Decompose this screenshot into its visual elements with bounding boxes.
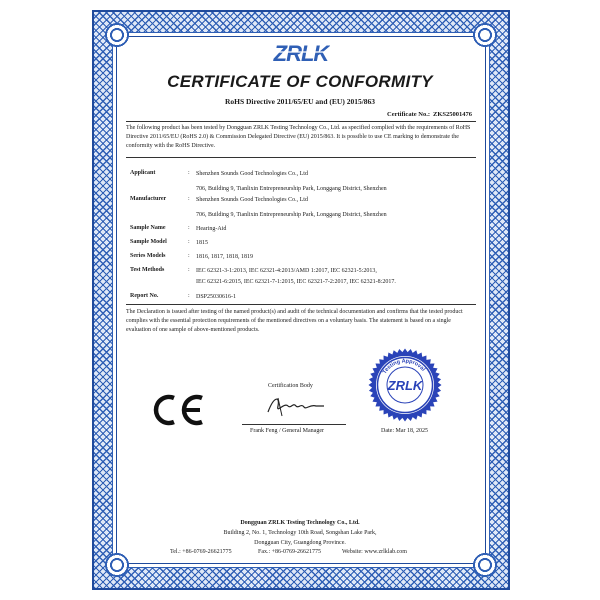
signer-name: Frank Feng / General Manager [250,428,324,434]
colon: : [188,196,190,202]
certificate-number-value: ZKS25001476 [432,111,472,118]
directive-subtitle: RoHS Directive 2011/65/EU and (EU) 2015/863 [224,97,376,106]
colon: : [188,225,190,231]
applicant-name: Shenzhen Sounds Good Technologies Co., Ltd [196,171,308,177]
report-no-value: DSP25030616-1 [196,294,237,300]
divider [126,121,476,122]
signature-line [242,424,346,425]
zrlk-logo [272,40,330,66]
footer-company: Dongguan ZRLK Testing Technology Co., Ltd. [240,520,360,526]
applicant-address: 706, Building 9, Tianlixin Entrepreneurship Park, Longgang District, Shenzhen [196,186,387,192]
declaration-paragraph: The Declaration is issued after testing of the named product(s) and audit of the technical documentation and confirms that the tested product complies with the essential protection requirements of the mentioned directives on a voluntary basis. The statement is based on a single evaluation of one sample of above-mentioned products. [126,309,463,333]
series-models-label: Series Models [130,253,166,259]
sample-model-value: 1815 [196,240,208,246]
certificate-title: CERTIFICATE OF CONFORMITY [167,72,433,91]
applicant-label: Applicant [130,170,156,176]
official-seal-icon [368,348,442,422]
series-models-value: 1816, 1817, 1818, 1819 [196,254,253,260]
divider [126,304,476,305]
sample-model-label: Sample Model [130,239,167,245]
ce-mark-icon [150,390,210,430]
divider [126,157,476,158]
manufacturer-label: Manufacturer [130,196,167,202]
footer-tel: Tel.: +86-0769-26621775 [170,549,232,555]
colon: : [188,170,190,176]
footer-address-line: Dongguan City, Guangdong Province. [254,540,346,546]
intro-paragraph: The following product has been tested by Dongguan ZRLK Testing Technology Co., Ltd. as specified complied with the requirements of RoHS Directive 2011/65/EU (RoHS 2.0) & Commission Delegated Directive (EU) 2015/863. It is possible to use CE marking to demonstrate the conformity with the RoHS Directive. [126,125,471,149]
sample-name-label: Sample Name [130,225,166,231]
corner-ornament [100,18,134,52]
svg-text:ZRLK: ZRLK [273,41,329,66]
colon: : [188,253,190,259]
signature [260,392,330,420]
report-no-label: Report No. [130,293,159,299]
footer-address-line: Building 2, No. 1, Technology 10th Road, Songshan Lake Park, [223,530,377,536]
footer-website[interactable]: Website: www.zrlklab.com [342,549,407,555]
manufacturer-address: 706, Building 9, Tianlixin Entrepreneurship Park, Longgang District, Shenzhen [196,212,387,218]
certificate-number [384,111,472,118]
certification-body-label: Certification Body [268,383,313,389]
corner-ornament [100,548,134,582]
seal-ring-text: Testing Approval [381,358,427,376]
colon: : [188,293,190,299]
colon: : [188,267,190,273]
manufacturer-name: Shenzhen Sounds Good Technologies Co., Ltd [196,197,308,203]
footer-fax: Fax.: +86-0769-26621775 [258,549,322,555]
seal-center-text: ZRLK [387,378,423,393]
footer [0,518,600,548]
test-methods-line: IEC 62321-3-1:2013, IEC 62321-4:2013/AMD 1:2017, IEC 62321-5:2013, [196,268,377,274]
test-methods-line: IEC 62321-6:2015, IEC 62321-7-1:2015, IEC 62321-7-2:2017, IEC 62321-8:2017. [196,279,396,285]
test-methods-label: Test Methods [130,267,165,273]
issue-date: Date: Mar 18, 2025 [381,428,428,434]
corner-ornament [468,548,502,582]
sample-name-value: Hearing-Aid [196,226,227,232]
certificate-number-label: Certificate No.: [387,111,430,118]
colon: : [188,239,190,245]
corner-ornament [468,18,502,52]
